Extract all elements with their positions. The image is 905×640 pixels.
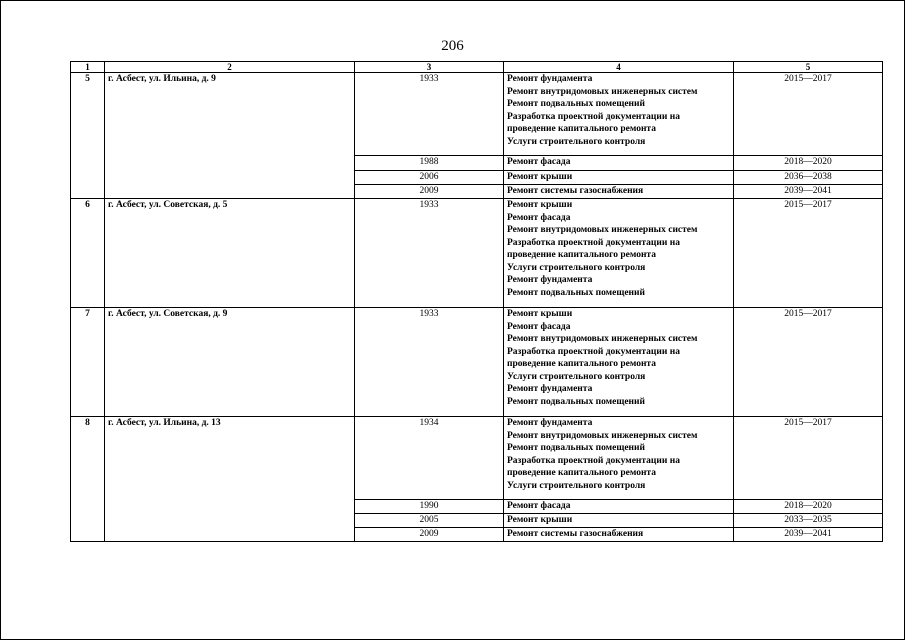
repair-work-item: Ремонт фундамента — [507, 418, 593, 428]
row-number: 6 — [71, 199, 105, 308]
column-header-4: 4 — [504, 62, 734, 73]
repair-work-item: проведение капитального ремонта — [507, 468, 656, 478]
repair-work-item: Услуги строительного контроля — [507, 262, 646, 273]
repair-period: 2015—2017 — [734, 73, 883, 156]
construction-year: 1990 — [355, 500, 504, 514]
repair-work-item: Ремонт системы газоснабжения — [507, 529, 644, 539]
repair-work-item: Разработка проектной документации на — [507, 346, 680, 357]
construction-year: 2005 — [355, 514, 504, 528]
repair-works — [504, 500, 734, 514]
repair-period: 2018—2020 — [734, 156, 883, 171]
repair-work-item: Ремонт фасада — [507, 157, 571, 167]
repair-work-item: Ремонт внутридомовых инженерных систем — [507, 86, 698, 97]
column-header-2: 2 — [105, 62, 355, 73]
repair-work-item: Разработка проектной документации на — [507, 237, 680, 248]
repair-work-item: Ремонт фасада — [507, 212, 571, 223]
repair-work-item: Разработка проектной документации на — [507, 455, 680, 466]
repair-work-item: Ремонт внутридомовых инженерных систем — [507, 225, 698, 235]
repair-period: 2033—2035 — [734, 514, 883, 528]
header-row — [71, 62, 883, 73]
column-header-1: 1 — [71, 62, 105, 73]
repair-works — [504, 199, 734, 308]
construction-year: 1933 — [355, 308, 504, 417]
repair-work-item: проведение капитального ремонта — [507, 124, 656, 134]
repair-works — [504, 528, 734, 542]
construction-year: 2006 — [355, 171, 504, 185]
repair-work-item: Ремонт фасада — [507, 501, 571, 511]
repair-works — [504, 171, 734, 185]
construction-year: 2009 — [355, 185, 504, 199]
capital-repair-table — [70, 61, 883, 542]
repair-period: 2039—2041 — [734, 185, 883, 199]
row-number: 8 — [71, 417, 105, 542]
repair-works — [504, 308, 734, 417]
repair-work-item: Ремонт подвальных помещений — [507, 443, 645, 453]
repair-work-item: Ремонт крыши — [507, 309, 573, 319]
repair-period: 2018—2020 — [734, 500, 883, 514]
repair-period: 2039—2041 — [734, 528, 883, 542]
building-address: г. Асбест, ул. Ильина, д. 9 — [105, 73, 355, 199]
table-row — [71, 308, 883, 417]
table-row — [71, 417, 883, 500]
row-number: 5 — [71, 73, 105, 199]
construction-year: 2009 — [355, 528, 504, 542]
repair-work-item: Услуги строительного контроля — [507, 371, 646, 382]
repair-period: 2015—2017 — [734, 417, 883, 500]
column-header-3: 3 — [355, 62, 504, 73]
repair-works — [504, 156, 734, 171]
repair-period: 2015—2017 — [734, 308, 883, 417]
repair-works — [504, 73, 734, 156]
building-address: г. Асбест, ул. Советская, д. 5 — [105, 199, 355, 308]
table-row — [71, 73, 883, 156]
repair-work-item: проведение капитального ремонта — [507, 250, 656, 260]
repair-work-item: Ремонт фундамента — [507, 74, 593, 84]
repair-work-item: Ремонт подвальных помещений — [507, 287, 645, 298]
row-number: 7 — [71, 308, 105, 417]
page-number: 206 — [441, 38, 464, 54]
repair-works — [504, 185, 734, 199]
repair-work-item: Ремонт системы газоснабжения — [507, 186, 644, 196]
repair-work-item: Ремонт крыши — [507, 200, 573, 210]
repair-work-item: Ремонт внутридомовых инженерных систем — [507, 430, 698, 441]
building-address: г. Асбест, ул. Ильина, д. 13 — [105, 417, 355, 542]
repair-works — [504, 514, 734, 528]
repair-period: 2036—2038 — [734, 171, 883, 185]
repair-work-item: Ремонт внутридомовых инженерных систем — [507, 334, 698, 344]
repair-work-item: Ремонт крыши — [507, 172, 573, 182]
repair-works — [504, 417, 734, 500]
repair-work-item: Ремонт крыши — [507, 515, 573, 525]
repair-work-item: проведение капитального ремонта — [507, 359, 656, 369]
repair-work-item: Услуги строительного контроля — [507, 480, 646, 491]
repair-work-item: Услуги строительного контроля — [507, 136, 646, 147]
building-address: г. Асбест, ул. Советская, д. 9 — [105, 308, 355, 417]
repair-work-item: Ремонт подвальных помещений — [507, 396, 645, 407]
repair-work-item: Ремонт фундамента — [507, 275, 593, 285]
repair-period: 2015—2017 — [734, 199, 883, 308]
repair-work-item: Ремонт фасада — [507, 321, 571, 332]
repair-work-item: Ремонт фундамента — [507, 384, 593, 394]
construction-year: 1988 — [355, 156, 504, 171]
repair-work-item: Ремонт подвальных помещений — [507, 99, 645, 109]
repair-work-item: Разработка проектной документации на — [507, 111, 680, 122]
table-row — [71, 199, 883, 308]
column-header-5: 5 — [734, 62, 883, 73]
construction-year: 1933 — [355, 199, 504, 308]
construction-year: 1933 — [355, 73, 504, 156]
table-body — [71, 73, 883, 542]
construction-year: 1934 — [355, 417, 504, 500]
